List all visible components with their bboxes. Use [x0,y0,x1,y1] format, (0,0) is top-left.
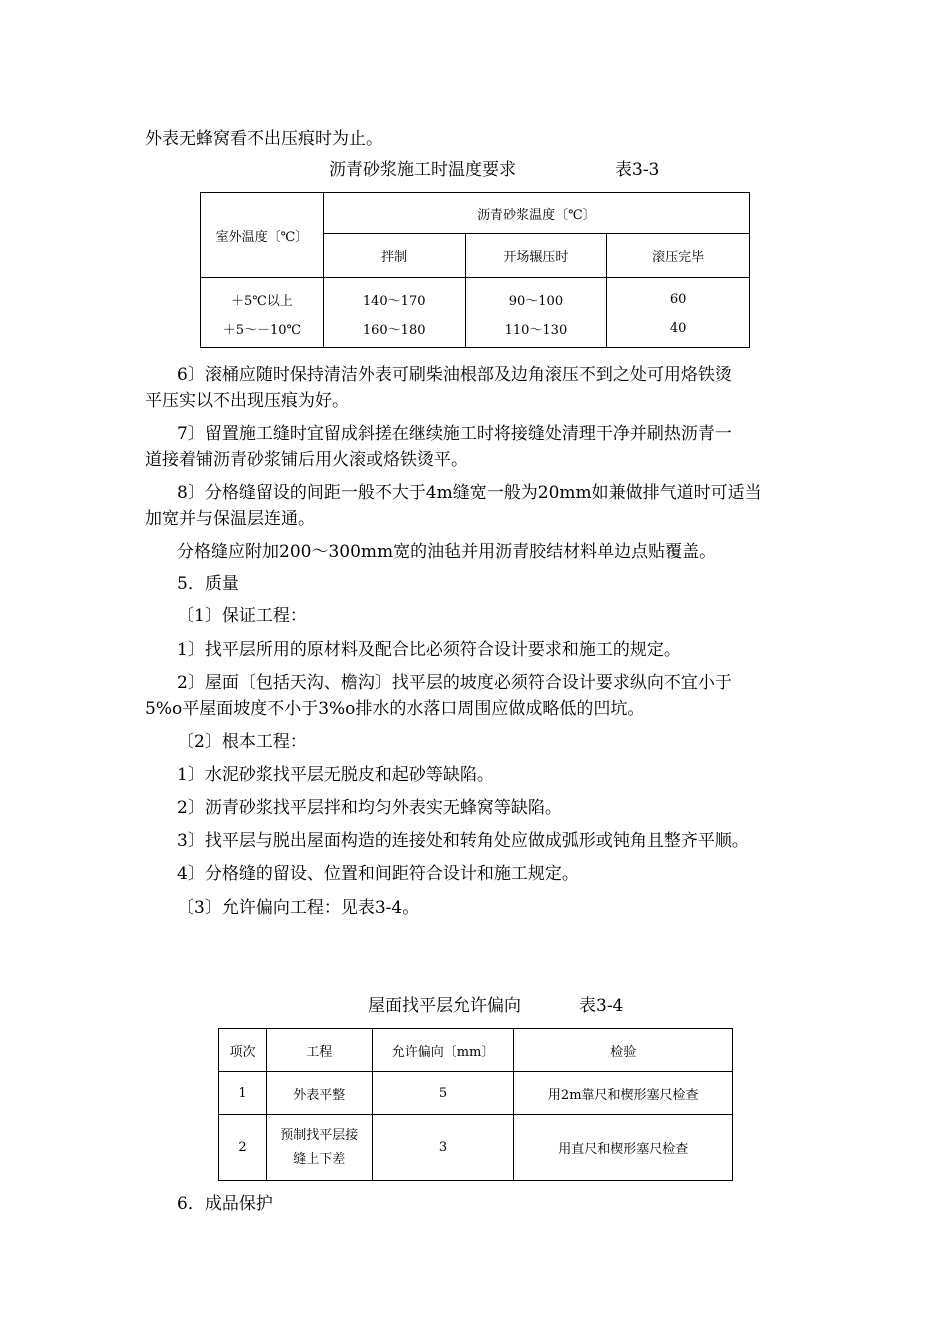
subsection-tolerance: 〔3〕允许偏向工程：见表3-4。 [177,898,420,918]
tolerance-table [218,1028,733,1181]
cell-check: 用2m靠尺和楔形塞尺检查 [514,1072,733,1115]
table-3-4-number: 表3-4 [579,996,624,1016]
cell-item-line2: 缝上下差 [293,1151,346,1167]
header-outdoor-temp: 室外温度〔℃〕 [201,193,324,278]
subsection-guarantee: 〔1〕保证工程： [177,606,307,626]
temperature-table [200,192,750,348]
item-7-line1: 7〕留置施工缝时宜留成斜搓在继续施工时将接缝处清理干净并刷热沥青一 [177,424,732,444]
table-row [219,1072,733,1115]
header-item-no: 项次 [219,1029,267,1072]
cell-mix: 160～180 [323,318,465,348]
header-start-rolling: 开场辗压时 [465,234,607,278]
cell-outdoor: ＋5～－10℃ [201,318,324,348]
header-tolerance: 允许偏向〔mm〕 [372,1029,514,1072]
cell-item: 外表平整 [266,1072,372,1115]
header-check: 检验 [514,1029,733,1072]
header-mortar-temp: 沥青砂浆温度〔℃〕 [323,193,749,234]
item-8-line1: 8〕分格缝留设的间距一般不大于4m缝宽一般为20mm如兼做排气道时可适当 [177,483,762,503]
table-row [201,278,750,318]
item-8-line2: 加宽并与保温层连通。 [145,509,315,529]
guarantee-item-1: 1〕找平层所用的原材料及配合比必须符合设计要求和施工的规定。 [177,640,681,660]
table-row [201,318,750,348]
header-rolling-done: 滚压完毕 [607,234,750,278]
table-3-4-title: 屋面找平层允许偏向 [368,996,521,1016]
cell-tolerance: 5 [372,1072,514,1115]
table-row [219,1115,733,1181]
paragraph-continuation: 外表无蜂窝看不出压痕时为止。 [145,129,383,149]
cell-item-line1: 预制找平层接 [280,1127,359,1143]
basic-item-2: 2〕沥青砂浆找平层拌和均匀外表实无蜂窝等缺陷。 [177,798,562,818]
header-mixing: 拌制 [323,234,465,278]
header-item: 工程 [266,1029,372,1072]
cell-check: 用直尺和楔形塞尺检查 [514,1115,733,1181]
basic-item-1: 1〕水泥砂浆找平层无脱皮和起砂等缺陷。 [177,765,494,785]
cell-start: 110～130 [465,318,607,348]
joint-cover-paragraph: 分格缝应附加200～300mm宽的油毡并用沥青胶结材料单边点贴覆盖。 [177,542,717,562]
item-6-line1: 6〕滚桶应随时保持清洁外表可刷柴油根部及边角滚压不到之处可用烙铁烫 [177,365,732,385]
cell-start: 90～100 [465,278,607,318]
cell-end: 40 [607,318,750,348]
item-7-line2: 道接着铺沥青砂浆铺后用火滚或烙铁烫平。 [145,450,468,470]
item-6-line2: 平压实以不出现压痕为好。 [145,391,349,411]
table-3-3-number: 表3-3 [615,160,660,180]
cell-mix: 140～170 [323,278,465,318]
guarantee-item-2-line1: 2〕屋面〔包括天沟、檐沟〕找平层的坡度必须符合设计要求纵向不宜小于 [177,673,732,693]
section-quality-heading: 5．质量 [177,574,239,594]
guarantee-item-2-line2: 5%o平屋面坡度不小于3%o排水的水落口周围应做成略低的凹坑。 [145,699,645,719]
cell-end: 60 [607,278,750,318]
basic-item-3: 3〕找平层与脱出屋面构造的连接处和转角处应做成弧形或钝角且整齐平顺。 [177,831,749,851]
section-protection-heading: 6．成品保护 [177,1194,273,1214]
basic-item-4: 4〕分格缝的留设、位置和间距符合设计和施工规定。 [177,864,579,884]
cell-outdoor: ＋5℃以上 [201,278,324,318]
cell-item [266,1115,372,1181]
table-3-3-title: 沥青砂浆施工时温度要求 [329,160,516,180]
cell-tolerance: 3 [372,1115,514,1181]
subsection-basic: 〔2〕根本工程： [177,732,307,752]
cell-no: 1 [219,1072,267,1115]
cell-no: 2 [219,1115,267,1181]
